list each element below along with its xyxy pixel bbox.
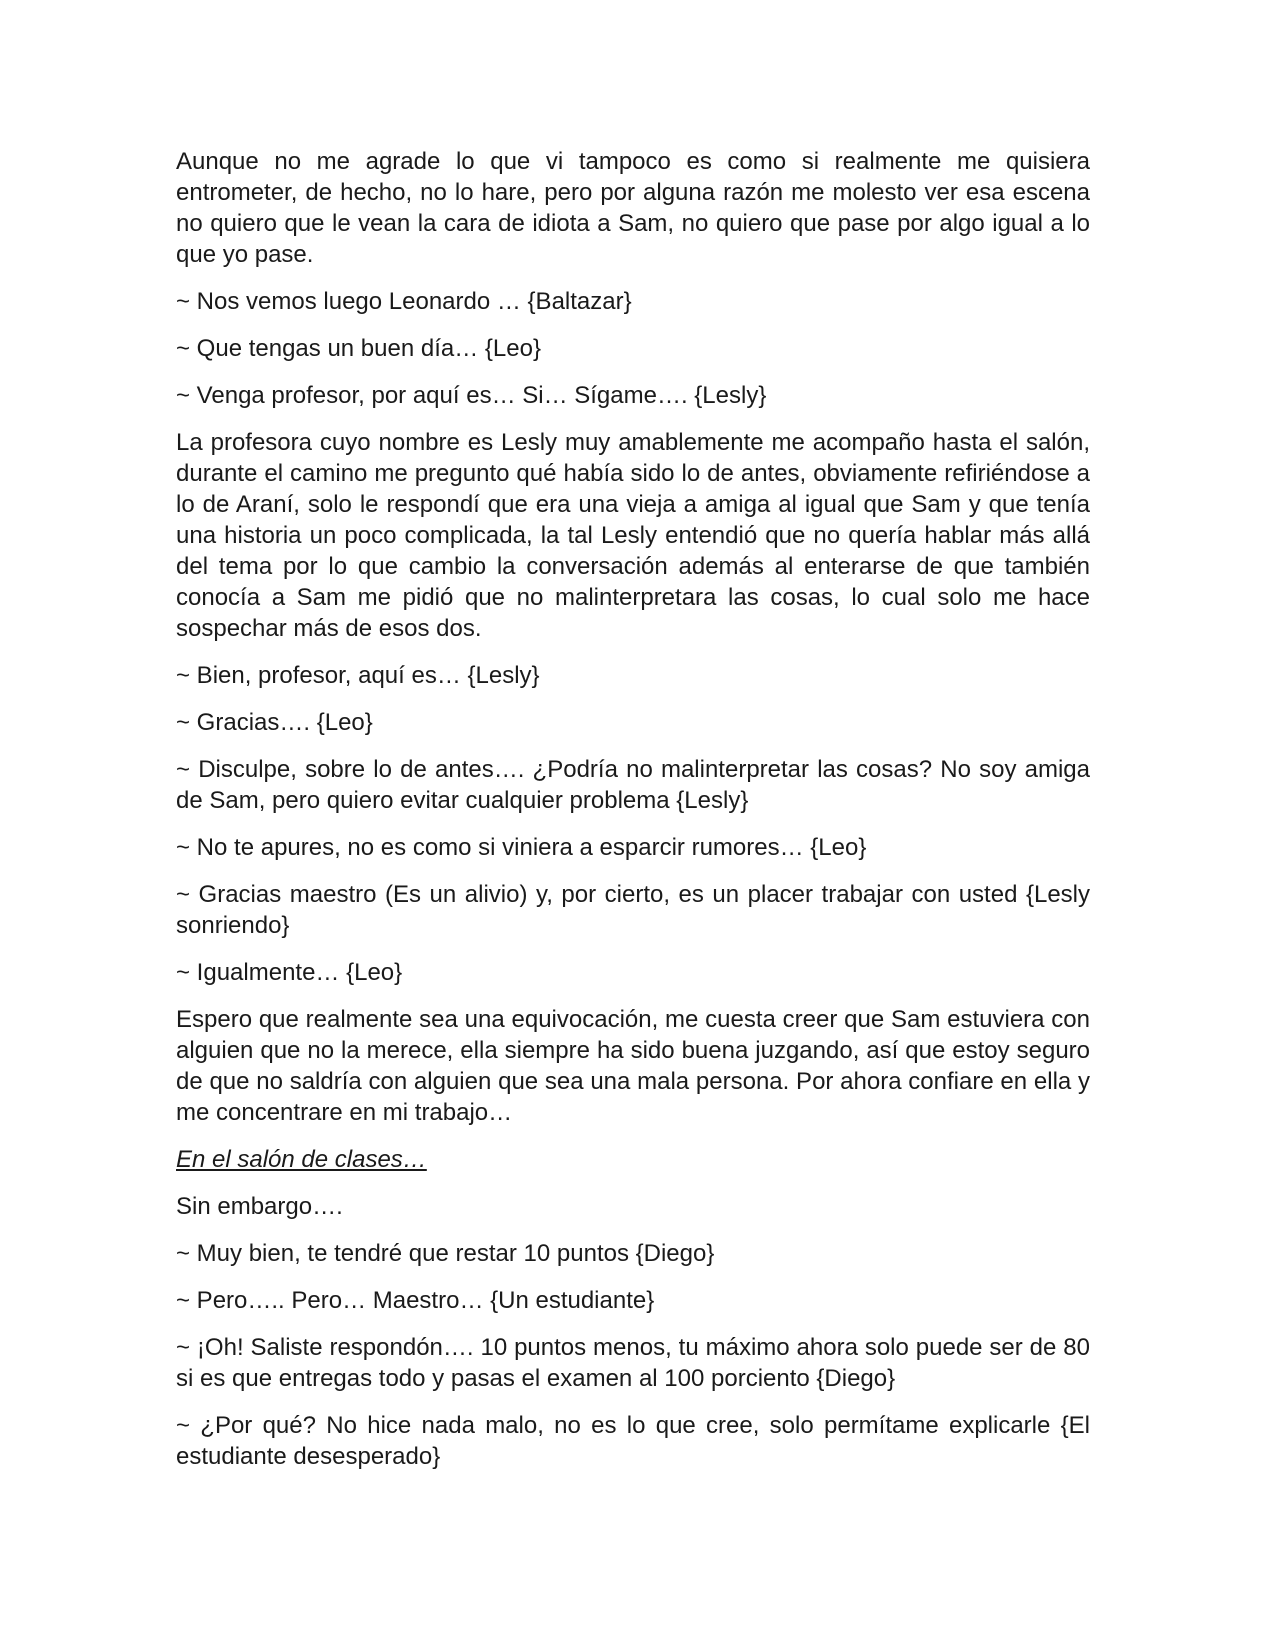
dialogue-line: ~ Venga profesor, por aquí es… Si… Sígame…. {Lesly} (176, 382, 767, 409)
dialogue-line: ~ Pero….. Pero… Maestro… {Un estudiante} (176, 1287, 655, 1314)
dialogue-line: ~ No te apures, no es como si viniera a esparcir rumores… {Leo} (176, 834, 867, 861)
dialogue-line: ~ ¡Oh! Saliste respondón…. 10 puntos menos, tu máximo ahora solo puede ser de 80 si es que entregas todo y pasas el examen al 100 porciento {Diego} (176, 1334, 1090, 1392)
scene-heading: En el salón de clases… (176, 1146, 427, 1173)
dialogue-line: ~ Igualmente… {Leo} (176, 959, 403, 986)
paragraph: La profesora cuyo nombre es Lesly muy amablemente me acompaño hasta el salón, durante el camino me pregunto qué había sido lo de antes, obviamente refiriéndose a lo de Araní, solo le respondí que era una vieja a amiga al igual que Sam y que tenía una historia un poco complicada, la tal Lesly entendió que no quería hablar más allá del tema por lo que cambio la conversación además al enterarse de que también conocía a Sam me pidió que no malinterpretara las cosas, lo cual solo me hace sospechar más de esos dos. (176, 429, 1090, 642)
dialogue-line: ~ ¿Por qué? No hice nada malo, no es lo que cree, solo permítame explicarle {El estudiante desesperado} (176, 1412, 1090, 1470)
document-page (176, 146, 1090, 1488)
narration-line: Sin embargo…. (176, 1193, 343, 1220)
dialogue-line: ~ Gracias maestro (Es un alivio) y, por cierto, es un placer trabajar con usted {Lesly sonriendo} (176, 881, 1090, 939)
dialogue-line: ~ Que tengas un buen día… {Leo} (176, 335, 541, 362)
dialogue-line: ~ Muy bien, te tendré que restar 10 puntos {Diego} (176, 1240, 715, 1267)
dialogue-line: ~ Bien, profesor, aquí es… {Lesly} (176, 662, 540, 689)
paragraph: Aunque no me agrade lo que vi tampoco es como si realmente me quisiera entrometer, de hecho, no lo hare, pero por alguna razón me molesto ver esa escena no quiero que le vean la cara de idiota a Sam, no quiero que pase por algo igual a lo que yo pase. (176, 148, 1090, 268)
dialogue-line: ~ Disculpe, sobre lo de antes…. ¿Podría no malinterpretar las cosas? No soy amiga de Sam, pero quiero evitar cualquier problema {Lesly} (176, 756, 1090, 814)
dialogue-line: ~ Nos vemos luego Leonardo … {Baltazar} (176, 288, 632, 315)
paragraph: Espero que realmente sea una equivocación, me cuesta creer que Sam estuviera con alguien que no la merece, ella siempre ha sido buena juzgando, así que estoy seguro de que no saldría con alguien que sea una mala persona. Por ahora confiare en ella y me concentrare en mi trabajo… (176, 1006, 1090, 1126)
dialogue-line: ~ Gracias…. {Leo} (176, 709, 373, 736)
